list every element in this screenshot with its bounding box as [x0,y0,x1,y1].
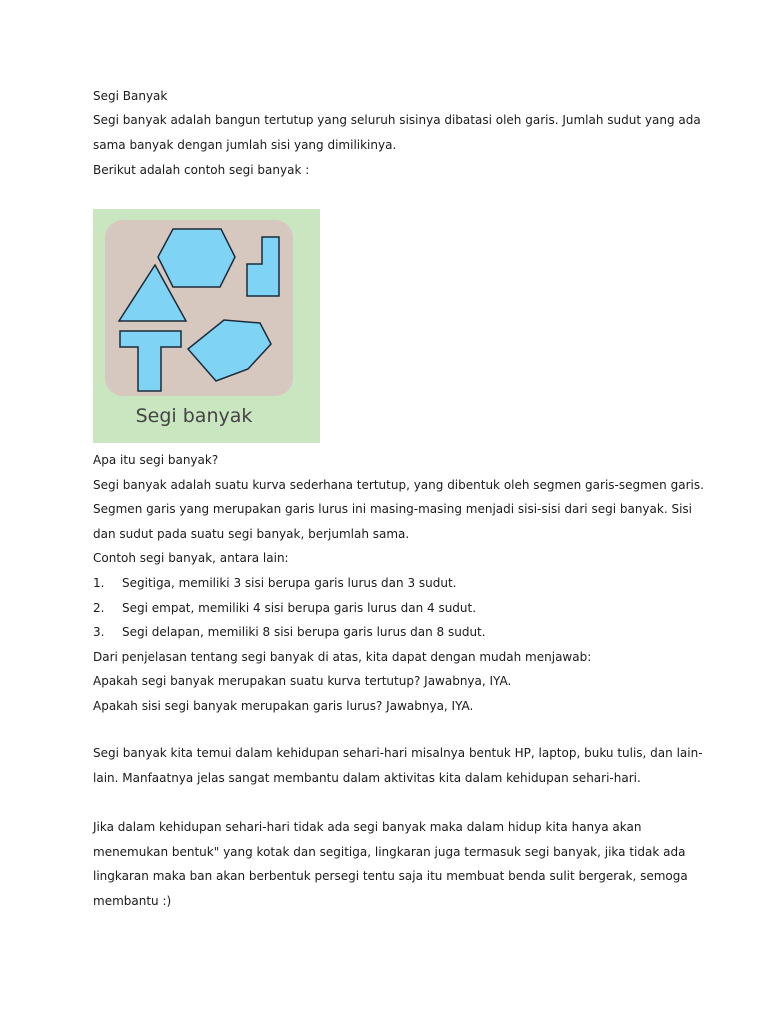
doc-title: Segi Banyak [93,89,168,103]
list-item-number: 1. [93,576,105,590]
figure-caption: Segi banyak [135,405,253,427]
polygon-figure [93,209,320,443]
question-title: Apa itu segi banyak? [93,453,219,467]
list-item-text: Segi empat, memiliki 4 sisi berupa garis lurus dan 4 sudut. [122,601,477,615]
paragraph-2-line-2: menemukan bentuk" yang kotak dan segitiga, lingkaran juga termasuk segi banyak, jika tidak ada [93,845,686,859]
question-1: Apakah segi banyak merupakan suatu kurva tertutup? Jawabnya, IYA. [93,674,512,688]
definition-line-2: Segmen garis yang merupakan garis lurus ini masing-masing menjadi sisi-sisi dari segi banyak. Sisi [93,502,693,516]
hexagon-shape [158,229,235,287]
definition-line-1: Segi banyak adalah suatu kurva sederhana tertutup, yang dibentuk oleh segmen garis-segmen garis. [93,478,704,492]
list-item-number: 3. [93,625,105,639]
paragraph-2-line-4: membantu :) [93,894,172,908]
list-item-text: Segi delapan, memiliki 8 sisi berupa garis lurus dan 8 sudut. [122,625,486,639]
paragraph-2-line-1: Jika dalam kehidupan sehari-hari tidak ada segi banyak maka dalam hidup kita hanya akan [93,820,642,834]
paragraph-2-line-3: lingkaran maka ban akan berbentuk persegi tentu saja itu membuat benda sulit bergerak, semoga [93,869,688,883]
paragraph-1-line-1: Segi banyak kita temui dalam kehidupan sehari-hari misalnya bentuk HP, laptop, buku tulis, dan lain- [93,746,703,760]
list-title: Contoh segi banyak, antara lain: [93,551,289,565]
intro-line-1: Segi banyak adalah bangun tertutup yang seluruh sisinya dibatasi oleh garis. Jumlah sudut yang ada [93,113,701,127]
intro-line-2: sama banyak dengan jumlah sisi yang dimilikinya. [93,138,397,152]
explanation-line: Dari penjelasan tentang segi banyak di atas, kita dapat dengan mudah menjawab: [93,650,592,664]
examples-lead: Berikut adalah contoh segi banyak : [93,163,310,177]
list-item-text: Segitiga, memiliki 3 sisi berupa garis lurus dan 3 sudut. [122,576,457,590]
polygon-illustration [93,209,320,443]
question-2: Apakah sisi segi banyak merupakan garis lurus? Jawabnya, IYA. [93,699,474,713]
definition-line-3: dan sudut pada suatu segi banyak, berjumlah sama. [93,527,410,541]
paragraph-1-line-2: lain. Manfaatnya jelas sangat membantu dalam aktivitas kita dalam kehidupan sehari-hari. [93,771,641,785]
list-item-number: 2. [93,601,105,615]
